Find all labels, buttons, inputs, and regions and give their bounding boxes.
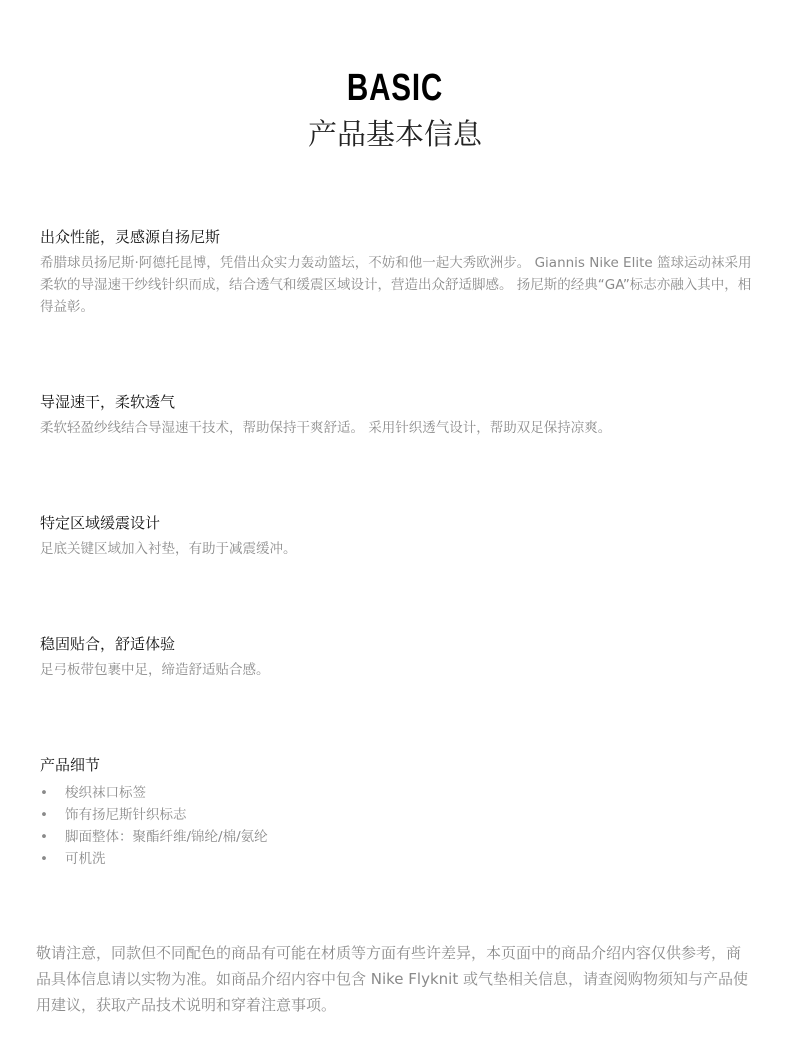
bullet-icon: • [40, 807, 48, 823]
list-item [40, 782, 755, 804]
list-item-text: 饰有扬尼斯针织标志 [65, 807, 187, 823]
section-body: 希腊球员扬尼斯·阿德托昆博，凭借出众实力轰动篮坛，不妨和他一起大秀欧洲步。 Giannis Nike Elite 篮球运动袜采用柔软的导湿速干纱线针织而成，结合透气和缓震区域设计，营造出众舒适脚感。 扬尼斯的经典“GA”标志亦融入其中，相得益彰。 [40, 255, 752, 315]
disclaimer-text: 敬请注意，同款但不同配色的商品有可能在材质等方面有些许差异，本页面中的商品介绍内容仅供参考，商品具体信息请以实物为准。如商品介绍内容中包含 Nike Flyknit 或气垫相关信息，请查阅购物须知与产品使用建议，获取产品技术说明和穿着注意事项。 [36, 944, 748, 1014]
list-item [40, 826, 755, 848]
section-title: 导湿速干，柔软透气 [40, 393, 176, 411]
list-item [40, 804, 755, 826]
page-header [0, 62, 790, 154]
list-item [40, 848, 755, 870]
section-moisture-wicking [40, 391, 755, 439]
section-performance [40, 226, 755, 318]
section-title: 产品细节 [40, 756, 101, 774]
details-list [40, 782, 755, 870]
bullet-icon: • [40, 785, 48, 801]
list-item-text: 可机洗 [65, 851, 106, 867]
page-title: BASIC [346, 67, 444, 109]
section-title: 稳固贴合，舒适体验 [40, 635, 176, 653]
section-title: 特定区域缓震设计 [40, 514, 161, 532]
list-item-text: 脚面整体：聚酯纤维/锦纶/棉/氨纶 [65, 829, 268, 845]
section-fit [40, 633, 755, 681]
section-body: 足弓板带包裹中足，缔造舒适贴合感。 [40, 662, 270, 678]
section-body: 柔软轻盈纱线结合导湿速干技术，帮助保持干爽舒适。 采用针织透气设计，帮助双足保持凉爽。 [40, 420, 612, 436]
bullet-icon: • [40, 851, 48, 867]
section-product-details [40, 754, 755, 870]
list-item-text: 梭织袜口标签 [65, 785, 146, 801]
section-cushioning [40, 512, 755, 560]
bullet-icon: • [40, 829, 48, 845]
section-body: 足底关键区域加入衬垫，有助于减震缓冲。 [40, 541, 297, 557]
section-title: 出众性能，灵感源自扬尼斯 [40, 228, 221, 246]
page-subtitle: 产品基本信息 [307, 117, 482, 151]
